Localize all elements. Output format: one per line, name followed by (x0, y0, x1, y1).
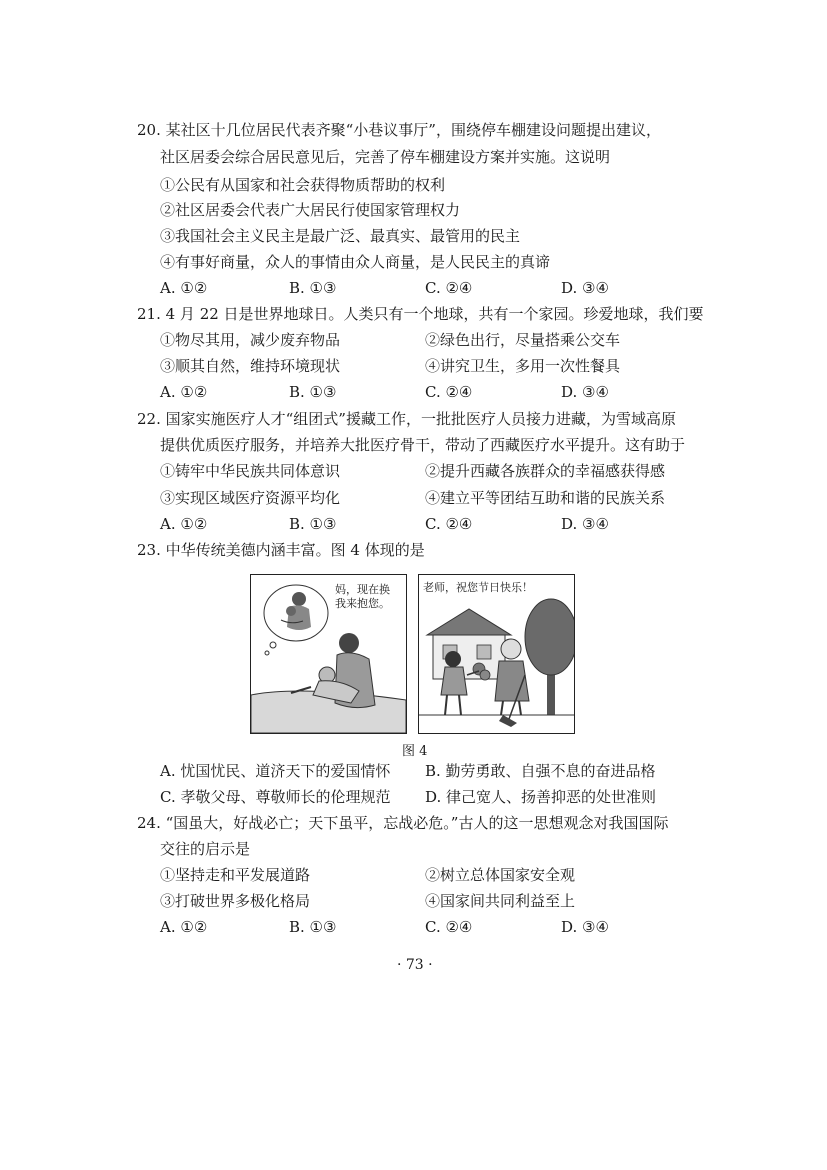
q22-choice-d: D. ③④ (561, 515, 609, 533)
q21-option-3: ③顺其自然，维持环境现状 (160, 357, 341, 375)
q20-option-4: ④有事好商量，众人的事情由众人商量，是人民民主的真谛 (160, 253, 551, 271)
bubble-text-left-1: 妈，现在换 (335, 583, 390, 596)
q20-option-3: ③我国社会主义民主是最广泛、最真实、最管用的民主 (160, 227, 521, 245)
q24-option-2: ②树立总体国家安全观 (425, 866, 576, 884)
q21-choice-c: C. ②④ (425, 383, 473, 401)
q21-choice-d: D. ③④ (561, 383, 609, 401)
q21-option-4: ④讲究卫生，多用一次性餐具 (425, 357, 621, 375)
q23-choice-a: A. 忧国忧民、道济天下的爱国情怀 (160, 762, 391, 780)
q21-option-2: ②绿色出行，尽量搭乘公交车 (425, 331, 621, 349)
q24-stem-line1: 24. “国虽大，好战必亡；天下虽平，忘战必危。”古人的这一思想观念对我国国际 (137, 814, 669, 832)
q23-choice-c: C. 孝敬父母、尊敬师长的伦理规范 (160, 788, 391, 806)
q20-choice-b: B. ①③ (289, 279, 337, 297)
q20-choice-a: A. ①② (160, 279, 208, 297)
cartoon-panel-filial (250, 574, 407, 734)
q20-stem-line1: 20. 某社区十几位居民代表齐聚“小巷议事厅”，围绕停车棚建设问题提出建议， (137, 121, 661, 139)
q22-choice-c: C. ②④ (425, 515, 473, 533)
q22-stem-line1: 22. 国家实施医疗人才“组团式”援藏工作，一批批医疗人员接力进藏，为雪域高原 (137, 410, 676, 428)
q20-choice-d: D. ③④ (561, 279, 609, 297)
q22-option-3: ③实现区域医疗资源平均化 (160, 489, 341, 507)
q20-option-2: ②社区居委会代表广大居民行使国家管理权力 (160, 201, 461, 219)
q24-choice-c: C. ②④ (425, 918, 473, 936)
q23-choice-b: B. 勤劳勇敢、自强不息的奋进品格 (425, 762, 656, 780)
q24-option-4: ④国家间共同利益至上 (425, 892, 576, 910)
teacher-illustration (419, 575, 574, 733)
q23-choice-d: D. 律己宽人、扬善抑恶的处世准则 (425, 788, 657, 806)
figure-4 (250, 574, 575, 734)
q24-option-3: ③打破世界多极化格局 (160, 892, 311, 910)
q20-stem-line2: 社区居委会综合居民意见后，完善了停车棚建设方案并实施。这说明 (160, 148, 611, 166)
q20-option-1: ①公民有从国家和社会获得物质帮助的权利 (160, 176, 446, 194)
q21-choice-b: B. ①③ (289, 383, 337, 401)
q20-choice-c: C. ②④ (425, 279, 473, 297)
cartoon-panel-teacher (418, 574, 575, 734)
q24-choice-a: A. ①② (160, 918, 208, 936)
q22-option-1: ①铸牢中华民族共同体意识 (160, 462, 341, 480)
q23-stem-line1: 23. 中华传统美德内涵丰富。图 4 体现的是 (137, 541, 425, 559)
q21-option-1: ①物尽其用，减少废弃物品 (160, 331, 341, 349)
q21-stem-line1: 21. 4 月 22 日是世界地球日。人类只有一个地球，共有一个家园。珍爱地球，我们要 (137, 305, 704, 323)
q24-option-1: ①坚持走和平发展道路 (160, 866, 311, 884)
figure-caption: 图 4 (402, 744, 428, 759)
q22-option-4: ④建立平等团结互助和谐的民族关系 (425, 489, 666, 507)
q21-choice-a: A. ①② (160, 383, 208, 401)
q22-choice-a: A. ①② (160, 515, 208, 533)
q24-choice-d: D. ③④ (561, 918, 609, 936)
q22-stem-line2: 提供优质医疗服务，并培养大批医疗骨干，带动了西藏医疗水平提升。这有助于 (160, 436, 686, 454)
q24-choice-b: B. ①③ (289, 918, 337, 936)
bubble-text-left-2: 我来抱您。 (335, 597, 390, 610)
page-number: · 73 · (397, 957, 433, 973)
q22-option-2: ②提升西藏各族群众的幸福感获得感 (425, 462, 666, 480)
q22-choice-b: B. ①③ (289, 515, 337, 533)
q24-stem-line2: 交往的启示是 (160, 840, 251, 858)
bubble-text-right: 老师，祝您节日快乐！ (423, 581, 533, 594)
